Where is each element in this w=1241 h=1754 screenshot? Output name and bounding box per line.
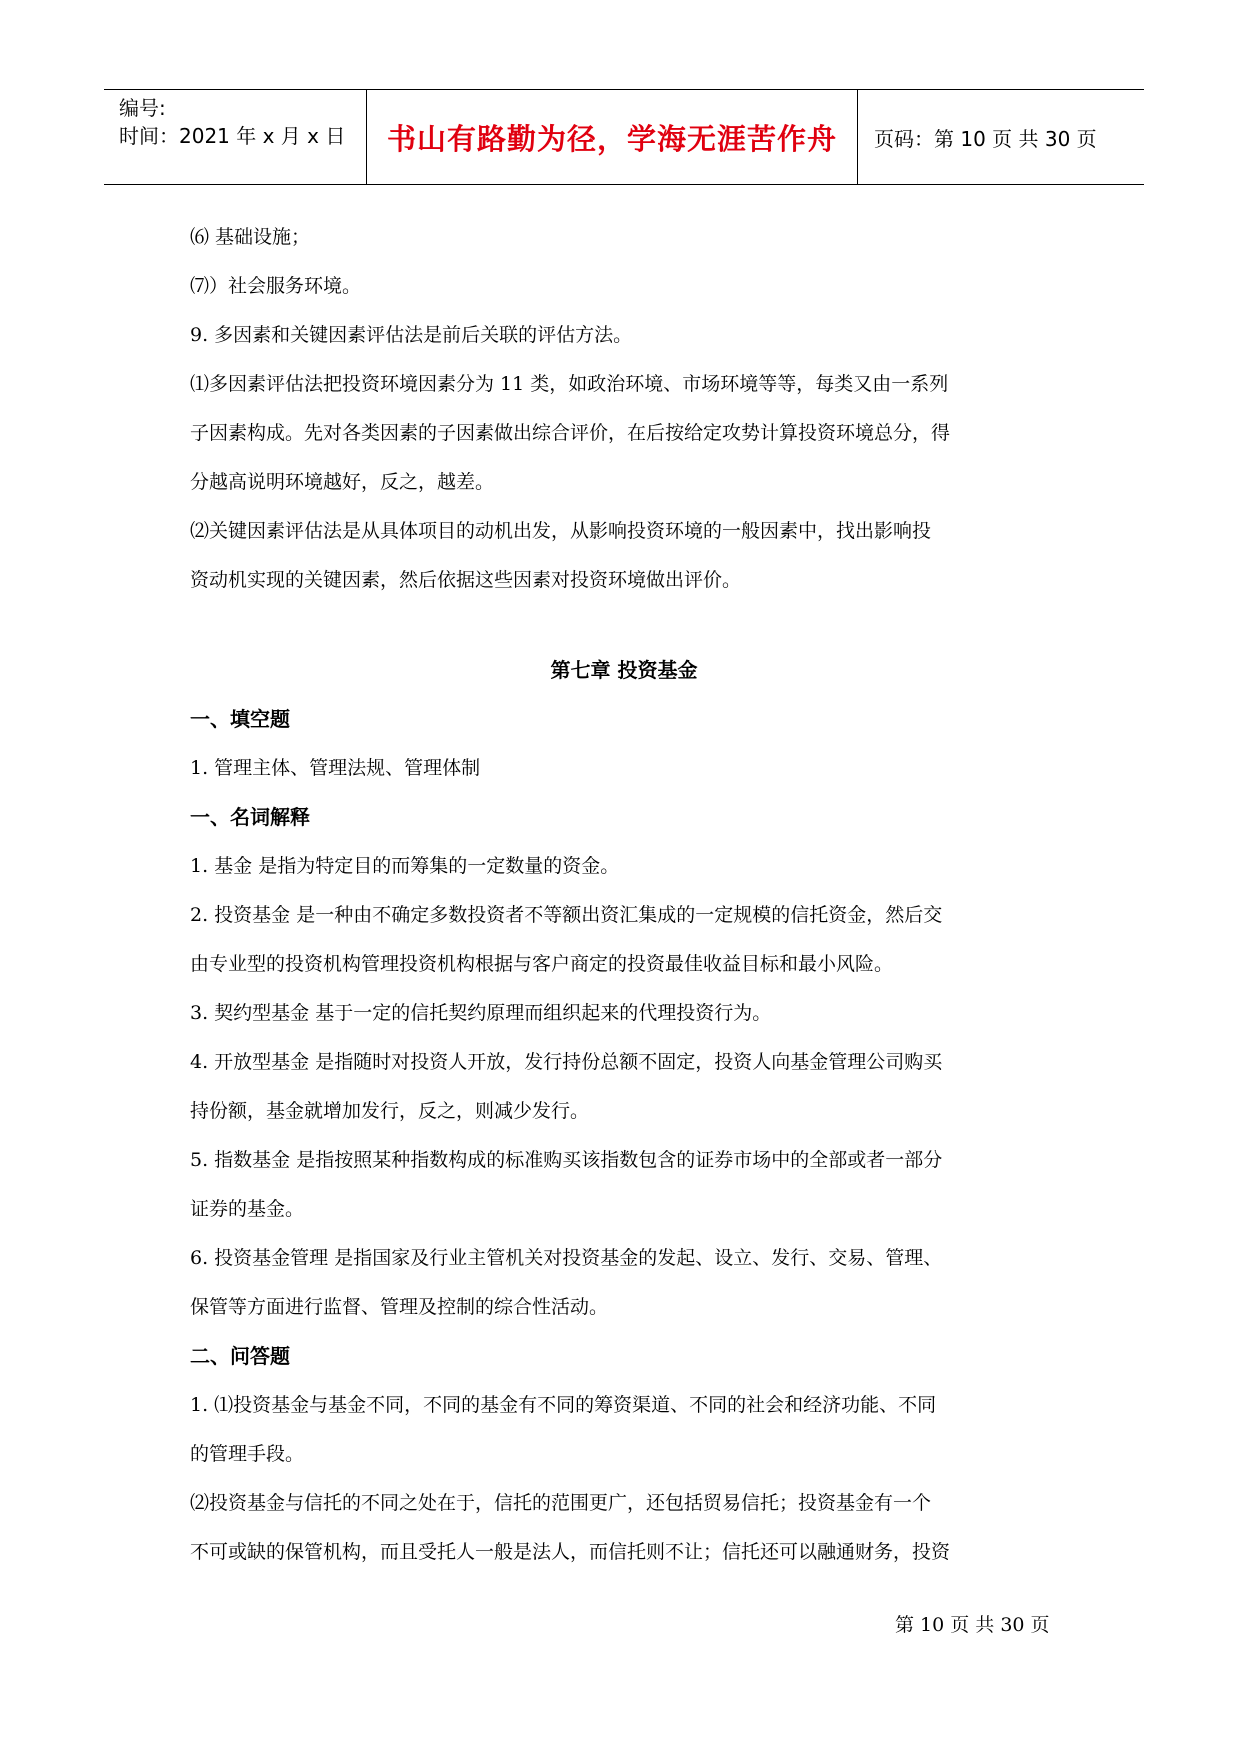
page-footer: 第 10 页 共 30 页 (895, 1614, 1050, 1636)
header-page-cell (858, 90, 1144, 184)
header-page-info: 页码：第 10 页 共 30 页 (874, 126, 1097, 151)
paragraph: 子因素构成。先对各类因素的子因素做出综合评价，在后按给定攻势计算投资环境总分，得 (190, 422, 951, 444)
paragraph: 证券的基金。 (190, 1198, 305, 1220)
page-header (104, 89, 1144, 185)
motto-text: 书山有路勤为径，学海无涯苦作舟 (386, 121, 837, 156)
paragraph: 分越高说明环境越好，反之，越差。 (190, 471, 495, 493)
paragraph: 持份额，基金就增加发行，反之，则减少发行。 (190, 1100, 590, 1122)
paragraph: 的管理手段。 (190, 1443, 305, 1465)
paragraph: 1. 管理主体、管理法规、管理体制 (190, 757, 481, 779)
paragraph: 5. 指数基金 是指按照某种指数构成的标准购买该指数包含的证券市场中的全部或者一部分 (190, 1149, 943, 1171)
header-meta-cell (104, 90, 367, 184)
paragraph: ⑺）社会服务环境。 (190, 275, 362, 297)
doc-time-label: 时间：2021 年 x 月 x 日 (119, 124, 346, 148)
paragraph: 资动机实现的关键因素，然后依据这些因素对投资环境做出评价。 (190, 569, 742, 591)
paragraph: 由专业型的投资机构管理投资机构根据与客户商定的投资最佳收益目标和最小风险。 (190, 953, 894, 975)
paragraph: 6. 投资基金管理 是指国家及行业主管机关对投资基金的发起、设立、发行、交易、管理、 (190, 1247, 943, 1269)
chapter-title: 第七章 投资基金 (550, 658, 698, 682)
section-heading-terms: 一、名词解释 (190, 805, 310, 829)
section-heading-fill-blank: 一、填空题 (190, 707, 290, 731)
paragraph: ⑵投资基金与信托的不同之处在于，信托的范围更广，还包括贸易信托；投资基金有一个 (190, 1492, 932, 1514)
paragraph: 1. 基金 是指为特定目的而筹集的一定数量的资金。 (190, 855, 620, 877)
paragraph: 保管等方面进行监督、管理及控制的综合性活动。 (190, 1296, 609, 1318)
paragraph: 1. ⑴投资基金与基金不同，不同的基金有不同的筹资渠道、不同的社会和经济功能、不同 (190, 1394, 937, 1416)
paragraph: 3. 契约型基金 基于一定的信托契约原理而组织起来的代理投资行为。 (190, 1002, 772, 1024)
paragraph: 不可或缺的保管机构，而且受托人一般是法人，而信托则不让；信托还可以融通财务，投资 (190, 1541, 951, 1563)
document-body (190, 213, 1058, 1577)
paragraph: 9. 多因素和关键因素评估法是前后关联的评估方法。 (190, 324, 633, 346)
paragraph: ⑹ 基础设施； (190, 226, 311, 248)
header-motto-cell (367, 90, 858, 184)
paragraph: ⑴多因素评估法把投资环境因素分为 11 类，如政治环境、市场环境等等，每类又由一系列 (190, 373, 949, 395)
paragraph: 2. 投资基金 是一种由不确定多数投资者不等额出资汇集成的一定规模的信托资金，然后交 (190, 904, 943, 926)
paragraph: 4. 开放型基金 是指随时对投资人开放，发行持份总额不固定，投资人向基金管理公司购买 (190, 1051, 943, 1073)
paragraph: ⑵关键因素评估法是从具体项目的动机出发，从影响投资环境的一般因素中，找出影响投 (190, 520, 932, 542)
section-heading-qa: 二、问答题 (190, 1344, 290, 1368)
doc-number-label: 编号: (119, 96, 166, 120)
